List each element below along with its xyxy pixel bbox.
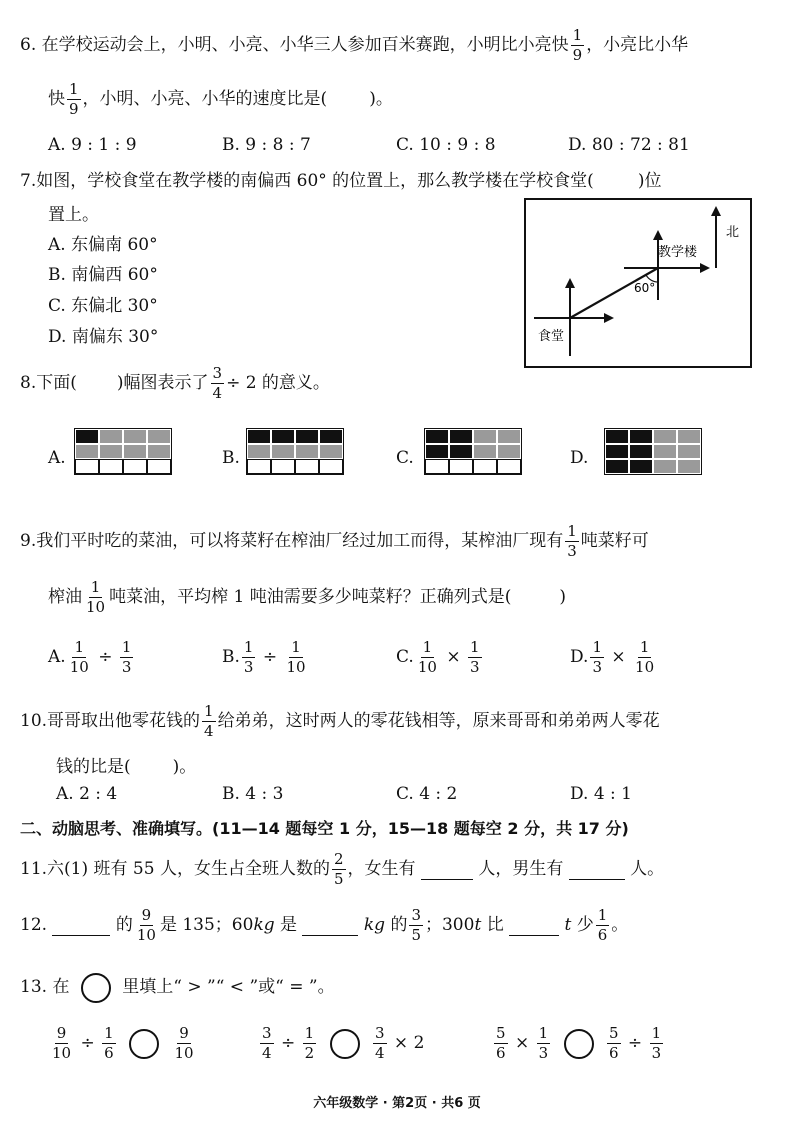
q8-line: 8.下面( )幅图表示了 $\frac{3}{4}$ ÷ 2 的意义。: [20, 364, 330, 402]
q6-option-a[interactable]: A. 9 : 1 : 9: [48, 135, 137, 155]
q12-blank-3[interactable]: [509, 915, 559, 936]
q10-option-c[interactable]: C. 4 : 2: [396, 784, 458, 804]
q7-direction-diagram: [524, 198, 752, 368]
q8-figure-c[interactable]: [424, 428, 522, 475]
q9-fraction-2: $\frac{1}{10}$: [86, 578, 106, 616]
q13-item-3: $\frac{5}{6}$ × $\frac{1}{3}$ $\frac{5}{6}$ ÷ $\frac{1}{3}$: [496, 1024, 662, 1062]
q8-label-b[interactable]: B.: [222, 448, 240, 468]
q9-line2: 榨油 $\frac{1}{10}$ 吨菜油，平均榨 1 吨油需要多少吨菜籽？正确列式是( ): [48, 578, 566, 616]
q8-figure-a[interactable]: [74, 428, 172, 475]
q9-option-b[interactable]: B. $\frac{1}{3}$ ÷ $\frac{1}{10}$: [222, 638, 306, 676]
q6-option-c[interactable]: C. 10 : 9 : 8: [396, 135, 496, 155]
q13-item-1: $\frac{9}{10}$ ÷ $\frac{1}{6}$ $\frac{9}{10}$: [52, 1024, 194, 1062]
q9-option-a[interactable]: A. $\frac{1}{10}$ ÷ $\frac{1}{3}$: [48, 638, 132, 676]
page-footer: 六年级数学 · 第2页 · 共6 页: [313, 1096, 481, 1111]
q7-option-d[interactable]: D. 南偏东 30°: [48, 327, 159, 347]
q8-figure-b[interactable]: [246, 428, 344, 475]
q9-fraction-1: $\frac{1}{3}$: [567, 522, 577, 560]
q13-line: 13. 在 里填上“ > ”“ < ”或“ = ”。: [20, 972, 335, 1003]
q7-line2: 置上。: [48, 205, 99, 225]
q13-item-2: $\frac{3}{4}$ ÷ $\frac{1}{2}$ $\frac{3}{4}$ × 2: [262, 1024, 425, 1062]
q12-blank-1[interactable]: [52, 915, 110, 936]
north-label: 北: [726, 225, 740, 240]
q12-blank-2[interactable]: [302, 915, 358, 936]
q8-label-a[interactable]: A.: [48, 448, 66, 468]
q10-option-b[interactable]: B. 4 : 3: [222, 784, 284, 804]
q8-fraction: $\frac{3}{4}$: [212, 364, 223, 402]
q13-answer-circle-2[interactable]: [330, 1029, 360, 1059]
q6-fraction-2: $\frac{1}{9}$: [69, 80, 79, 118]
q6-line1: 6. 在学校运动会上，小明、小亮、小华三人参加百米赛跑，小明比小亮快 $\frac{1}{9}$ ，小亮比小华: [20, 26, 689, 64]
q10-option-a[interactable]: A. 2 : 4: [56, 784, 118, 804]
q13-example-circle: [81, 973, 111, 1003]
q11-line: 11.六(1) 班有 55 人，女生占全班人数的 $\frac{2}{5}$ ，女生有 人，男生有 人。: [20, 850, 665, 888]
q9-option-d[interactable]: D. $\frac{1}{3}$ × $\frac{1}{10}$: [570, 638, 655, 676]
q6-option-b[interactable]: B. 9 : 8 : 7: [222, 135, 311, 155]
q13-answer-circle-1[interactable]: [129, 1029, 159, 1059]
q10-line2: 钱的比是( )。: [56, 757, 197, 777]
canteen-label: 食堂: [538, 329, 565, 344]
angle-label: 60°: [634, 281, 656, 295]
q7-option-b[interactable]: B. 南偏西 60°: [48, 265, 158, 285]
q10-line1: 10.哥哥取出他零花钱的 $\frac{1}{4}$ 给弟弟，这时两人的零花钱相等，原来哥哥和弟弟两人零花: [20, 702, 660, 740]
q11-blank-girls[interactable]: [421, 859, 473, 880]
q10-option-d[interactable]: D. 4 : 1: [570, 784, 632, 804]
q9-option-c[interactable]: C. $\frac{1}{10}$ × $\frac{1}{3}$: [396, 638, 480, 676]
q11-blank-boys[interactable]: [569, 859, 625, 880]
q11-fraction: $\frac{2}{5}$: [333, 850, 344, 888]
building-label: 教学楼: [658, 245, 698, 260]
section-2-title: 二、动脑思考、准确填写。(11—14 题每空 1 分，15—18 题每空 2 分，共 17 分): [20, 819, 629, 838]
q6-option-d[interactable]: D. 80 : 72 : 81: [568, 135, 690, 155]
q7-line1: 7.如图，学校食堂在教学楼的南偏西 60° 的位置上，那么教学楼在学校食堂( )位: [20, 171, 662, 191]
q12-line: 12. 的 $\frac{9}{10}$ 是 135；60kg 是 kg 的 $\frac{3}{5}$ ；300t 比 t 少 $\frac{1}{6}$ 。: [20, 906, 629, 944]
q8-figure-d[interactable]: [604, 428, 702, 475]
q13-answer-circle-3[interactable]: [564, 1029, 594, 1059]
q9-line1: 9.我们平时吃的菜油，可以将菜籽在榨油厂经过加工而得，某榨油厂现有 $\frac{1}{3}$ 吨菜籽可: [20, 522, 649, 560]
q6-line2: 快 $\frac{1}{9}$ ，小明、小亮、小华的速度比是( )。: [48, 80, 393, 118]
q7-option-a[interactable]: A. 东偏南 60°: [48, 235, 158, 255]
q8-label-c[interactable]: C.: [396, 448, 414, 468]
q6-fraction: $\frac{1}{9}$: [572, 26, 583, 64]
q10-fraction: $\frac{1}{4}$: [204, 702, 214, 740]
q8-label-d[interactable]: D.: [570, 448, 589, 468]
q7-option-c[interactable]: C. 东偏北 30°: [48, 296, 158, 316]
